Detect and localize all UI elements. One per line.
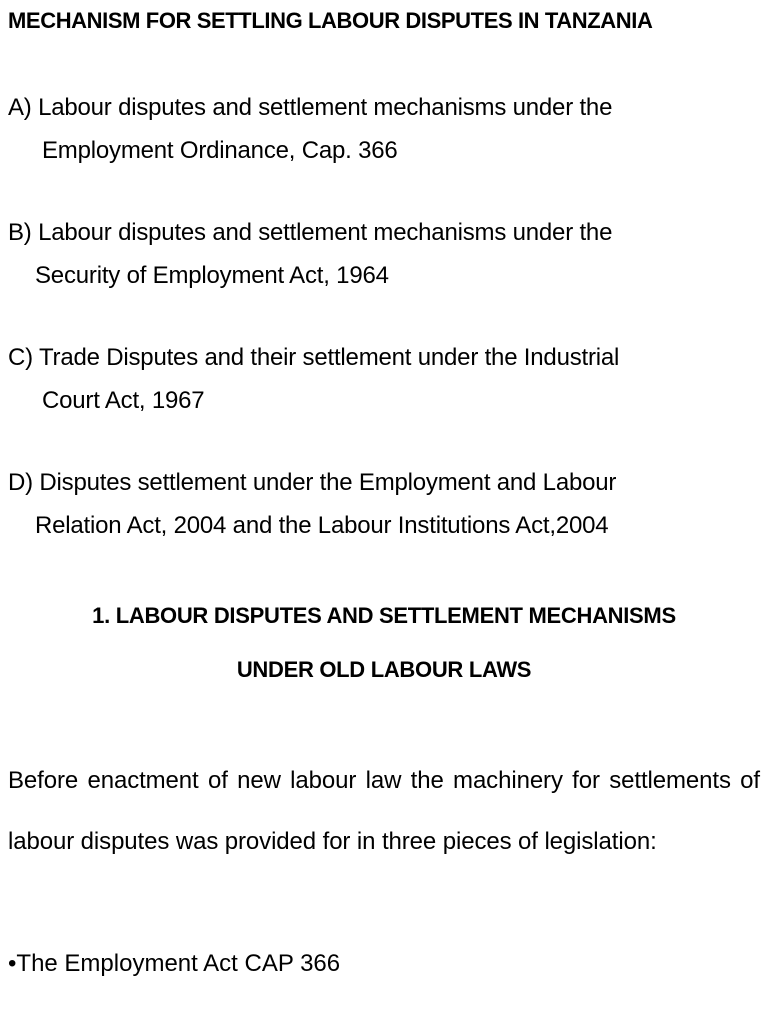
list-item-a-line1: A) Labour disputes and settlement mechanisms under the — [8, 94, 613, 121]
list-item-b — [8, 211, 612, 297]
document-title: MECHANISM FOR SETTLING LABOUR DISPUTES IN TANZANIA — [8, 8, 653, 33]
list-item-d — [8, 461, 616, 547]
list-item-a — [8, 86, 612, 172]
list-item-c — [8, 336, 619, 422]
list-item-a-line2: Employment Ordinance, Cap. 366 — [42, 137, 398, 164]
list-item-d-line2: Relation Act, 2004 and the Labour Institutions Act,2004 — [35, 512, 609, 539]
section-heading-line1: 1. LABOUR DISPUTES AND SETTLEMENT MECHANISMS — [92, 603, 676, 628]
list-item-d-line1: D) Disputes settlement under the Employment and Labour — [8, 469, 617, 496]
bullet-item: •The Employment Act CAP 366 — [8, 950, 341, 977]
body-paragraph: Before enactment of new labour law the machinery for settlements of labour disputes was provided for in three pieces of legislation: — [8, 767, 760, 855]
list-item-c-line2: Court Act, 1967 — [42, 387, 205, 414]
list-item-b-line1: B) Labour disputes and settlement mechanisms under the — [8, 219, 613, 246]
list-item-c-line1: C) Trade Disputes and their settlement under the Industrial — [8, 344, 620, 371]
section-heading-line2: UNDER OLD LABOUR LAWS — [236, 657, 532, 682]
list-item-b-line2: Security of Employment Act, 1964 — [35, 262, 389, 289]
